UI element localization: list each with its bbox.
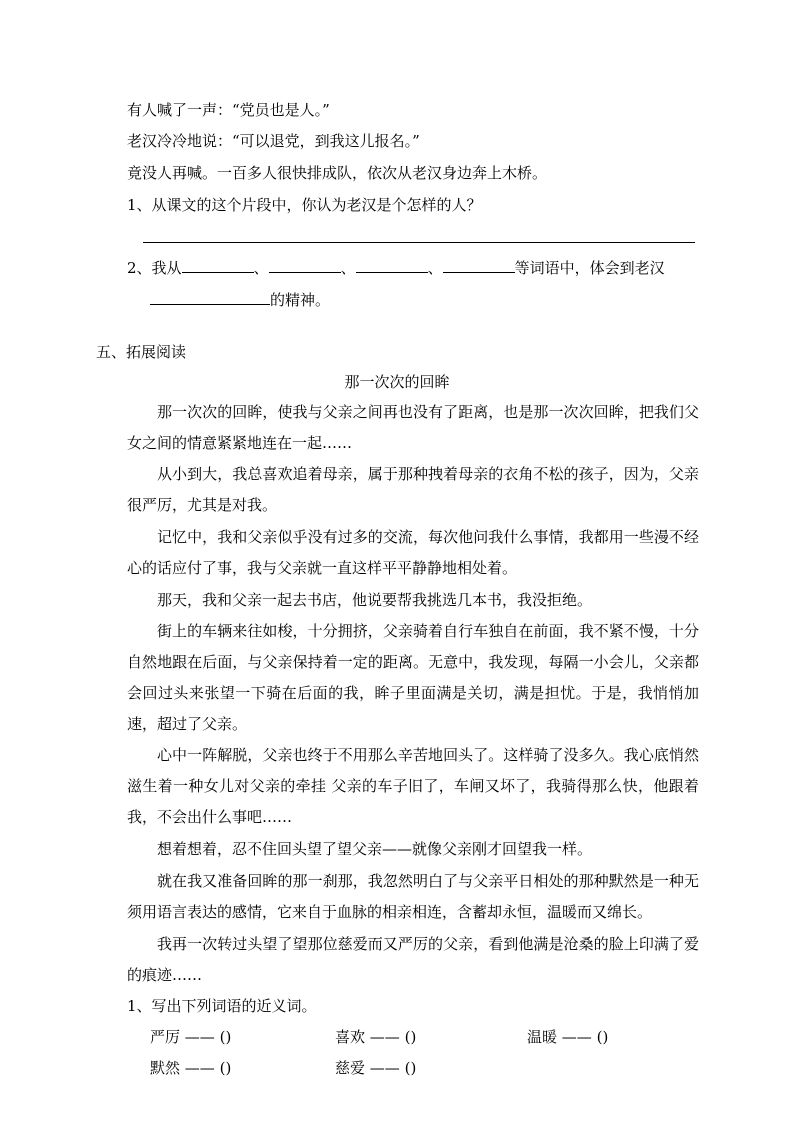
q2-separator: 、 xyxy=(340,259,356,277)
question-2-cont xyxy=(150,290,330,310)
answer-blank[interactable] xyxy=(443,258,515,273)
answer-line[interactable] xyxy=(143,242,695,243)
passage-line: 有人喊了一声：“党员也是人。” xyxy=(127,101,330,119)
synonym-answer-slot[interactable]: () xyxy=(219,1028,232,1046)
section-heading: 五、拓展阅读 xyxy=(96,343,187,361)
reading-paragraph: 想着想着，忍不住回头望了望父亲——就像父亲刚才回望我一样。 xyxy=(157,840,593,858)
reading-paragraph: 街上的车辆来往如梭，十分拥挤，父亲骑着自行车独自在前面，我不紧不慢，十分自然地跟在后面，与父亲保持着一定的距离。无意中，我发现，每隔一小会儿，父亲都会回过头来张望一下骑在后面的我，眸子里面满是关切，满是担忧。于是，我悄悄加速，超过了父亲。 xyxy=(127,622,699,733)
answer-blank[interactable] xyxy=(150,290,270,305)
reading-question-1: 1、写出下列词语的近义词。 xyxy=(127,997,317,1015)
synonym-answer-slot[interactable]: () xyxy=(404,1059,417,1077)
reading-paragraph: 我再一次转过头望了望那位慈爱而又严厉的父亲，看到他满是沧桑的脸上印满了爱的痕迹…… xyxy=(127,935,699,984)
reading-title: 那一次次的回眸 xyxy=(344,373,450,391)
passage-line: 老汉冷冷地说：“可以退党，到我这儿报名。” xyxy=(127,132,420,150)
reading-paragraph: 记忆中，我和父亲似乎没有过多的交流，每次他问我什么事情，我都用一些漫不经心的话应付了事，我与父亲就一直这样平平静静地相处着。 xyxy=(127,528,699,577)
answer-blank[interactable] xyxy=(182,258,254,273)
answer-blank[interactable] xyxy=(269,258,341,273)
question-2 xyxy=(127,258,665,278)
synonym-item: 喜欢 —— () xyxy=(335,1027,465,1047)
synonym-answer-slot[interactable]: () xyxy=(404,1028,417,1046)
reading-paragraph: 就在我又准备回眸的那一刹那，我忽然明白了与父亲平日相处的那种默然是一种无须用语言表达的感情，它来自于血脉的相亲相连，含蓄却永恒，温暖而又绵长。 xyxy=(127,872,699,921)
synonym-item: 默然 —— () xyxy=(150,1058,280,1078)
q2-suffix: 等词语中，体会到老汉 xyxy=(514,259,665,277)
reading-paragraph: 心中一阵解脱，父亲也终于不用那么辛苦地回头了。这样骑了没多久。我心底悄然滋生着一种女儿对父亲的牵挂 父亲的车子旧了，车闸又坏了，我骑得那么快，他跟着我，不会出什么事吧…… xyxy=(127,746,699,826)
reading-paragraph: 从小到大，我总喜欢追着母亲，属于那种拽着母亲的衣角不松的孩子，因为，父亲很严厉，尤其是对我。 xyxy=(127,465,699,514)
question-1: 1、从课文的这个片段中，你认为老汉是个怎样的人？ xyxy=(127,196,482,214)
reading-paragraph: 那天，我和父亲一起去书店，他说要帮我挑选几本书，我没拒绝。 xyxy=(157,591,593,609)
q2-separator: 、 xyxy=(427,259,443,277)
synonym-item: 慈爱 —— () xyxy=(335,1058,465,1078)
synonym-item: 严厉 —— () xyxy=(150,1027,280,1047)
q2-prefix: 2、我从 xyxy=(127,259,182,277)
synonym-answer-slot[interactable]: () xyxy=(219,1059,232,1077)
q2-separator: 、 xyxy=(253,259,269,277)
q2-tail: 的精神。 xyxy=(270,291,331,309)
passage-line: 竟没人再喊。一百多人很快排成队，依次从老汉身边奔上木桥。 xyxy=(127,164,548,182)
answer-blank[interactable] xyxy=(356,258,428,273)
synonym-item: 温暖 —— () xyxy=(527,1027,657,1047)
synonym-answer-slot[interactable]: () xyxy=(596,1028,609,1046)
reading-paragraph: 那一次次的回眸，使我与父亲之间再也没有了距离，也是那一次次回眸，把我们父女之间的情意紧紧地连在一起…… xyxy=(127,403,699,452)
